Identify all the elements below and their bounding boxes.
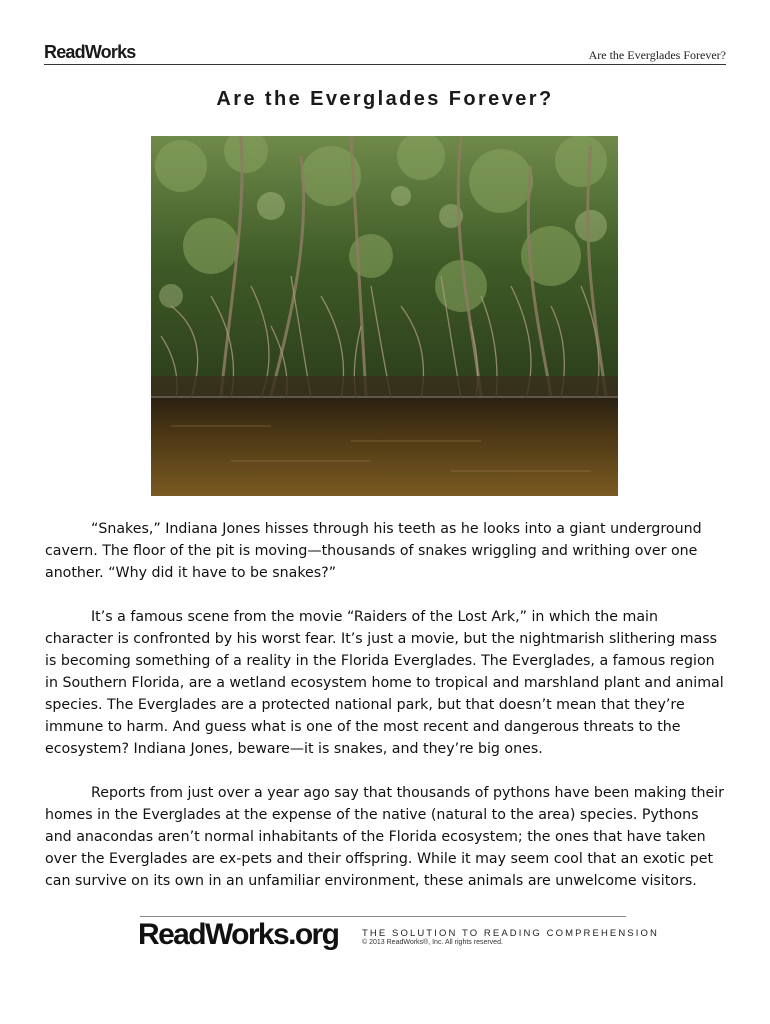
footer-divider (140, 916, 626, 917)
paragraph-2: It’s a famous scene from the movie “Raiders of the Lost Ark,” in which the main character is confronted by his worst fear. It’s just a movie, but the nightmarish slithering mass is becoming something of a reality in the Florida Everglades. The Everglades, a famous region in Southern Florida, are a wetland ecosystem home to tropical and marshland plant and animal species. The Everglades are a protected national park, but that doesn’t mean that they’re immune to harm. And guess what is one of the most recent and dangerous threats to the ecosystem? Indiana Jones, beware—it is snakes, and they’re big ones. (45, 609, 724, 757)
article-body (45, 518, 726, 914)
readworks-logo: ReadWorks (44, 42, 136, 62)
paragraph-3: Reports from just over a year ago say that thousands of pythons have been making their homes in the Everglades at the expense of the native (natural to the area) species. Pythons and anacondas aren’t normal inhabitants of the Florida ecosystem; the ones that have taken over the Everglades are ex-pets and their offspring. While it may seem cool that an exotic pet can survive on its own in an unfamiliar environment, these animals are unwelcome visitors. (45, 785, 725, 889)
page-title: Are the Everglades Forever? (216, 88, 554, 110)
mangrove-photo (151, 136, 618, 496)
footer-copyright: © 2013 ReadWorks®, Inc. All rights reserved. (362, 939, 503, 946)
running-title: Are the Everglades Forever? (588, 48, 726, 62)
readworks-org-logo: ReadWorks.org (138, 918, 339, 951)
footer-tagline: THE SOLUTION TO READING COMPREHENSION (362, 928, 659, 939)
paragraph-1: “Snakes,” Indiana Jones hisses through his teeth as he looks into a giant underground cavern. The floor of the pit is moving—thousands of snakes wriggling and writhing over one another. “Why did it have to be snakes?” (45, 521, 702, 581)
header-divider (44, 64, 726, 65)
